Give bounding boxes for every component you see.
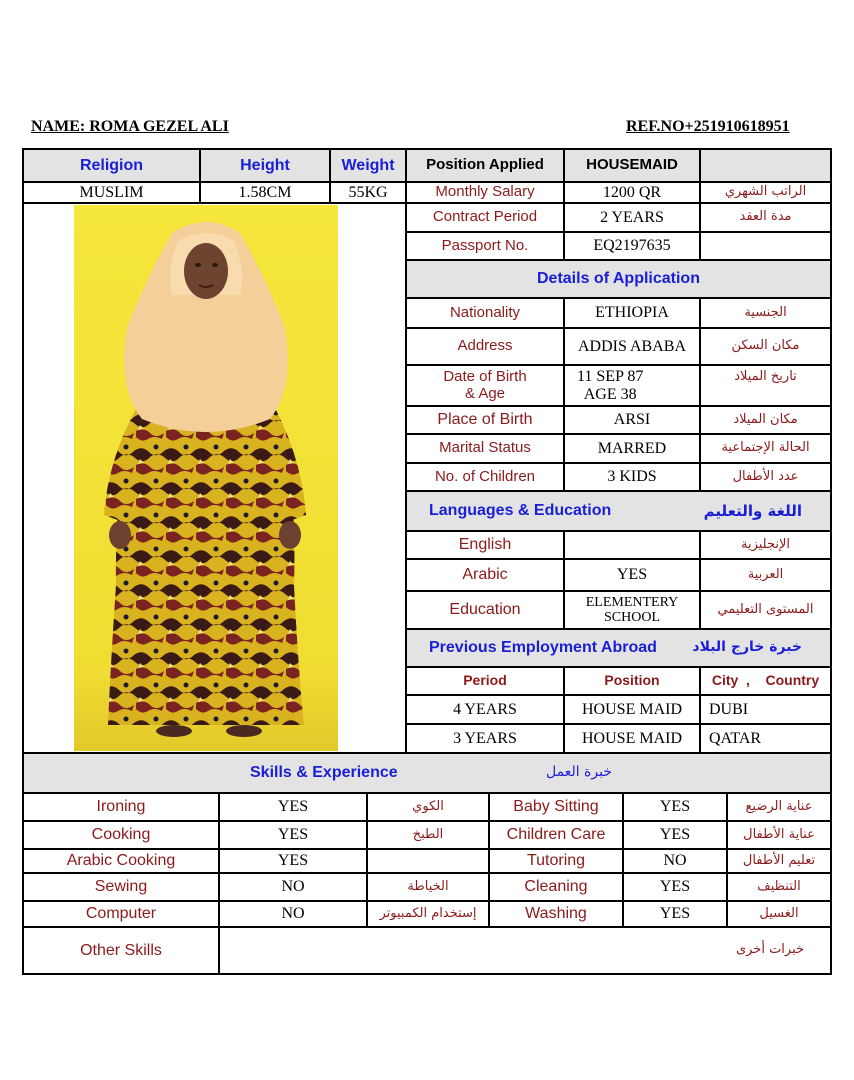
dob-label: Date of Birth & Age (407, 366, 565, 407)
other-skills-label: Other Skills (24, 928, 220, 973)
employment-position-1: HOUSE MAID (565, 696, 701, 725)
children-value: 3 KIDS (565, 464, 701, 492)
right-skill-arabic: التنظيف (728, 874, 830, 902)
nationality-label: Nationality (407, 299, 565, 329)
salary-label: Monthly Salary (407, 183, 565, 204)
contract-period-arabic: مدة العقد (701, 204, 830, 233)
left-skill-label: Cooking (24, 822, 220, 850)
right-skill-value: YES (624, 902, 728, 928)
address-value: ADDIS ABABA (565, 329, 701, 366)
arabic-value: YES (565, 560, 701, 592)
salary-value: 1200 QR (565, 183, 701, 204)
address-arabic: مكان السكن (701, 329, 830, 366)
address-label: Address (407, 329, 565, 366)
birthplace-arabic: مكان الميلاد (701, 407, 830, 435)
education-label: Education (407, 592, 565, 630)
contract-period-value: 2 YEARS (565, 204, 701, 233)
arabic-label: Arabic (407, 560, 565, 592)
weight-header: Weight (331, 150, 407, 183)
left-skill-value: NO (220, 902, 368, 928)
position-blank (701, 150, 830, 183)
candidate-photo (74, 205, 338, 751)
english-value (565, 532, 701, 560)
left-skill-value: YES (220, 822, 368, 850)
left-skill-value: YES (220, 850, 368, 874)
candidate-name: NAME: ROMA GEZEL ALI (31, 118, 229, 135)
other-skills-arabic: خبرات أخرى (735, 942, 805, 958)
nationality-value: ETHIOPIA (565, 299, 701, 329)
languages-section (407, 492, 830, 532)
nationality-arabic: الجنسية (701, 299, 830, 329)
height-value: 1.58CM (201, 183, 331, 204)
right-skill-arabic: تعليم الأطفال (728, 850, 830, 874)
birthplace-label: Place of Birth (407, 407, 565, 435)
salary-arabic: الراتب الشهري (701, 183, 830, 204)
contract-period-label: Contract Period (407, 204, 565, 233)
right-skill-arabic: عناية الأطفال (728, 822, 830, 850)
arabic-arabic: العربية (701, 560, 830, 592)
weight-value: 55KG (331, 183, 407, 204)
employment-country-1: DUBI (701, 696, 830, 725)
left-skill-arabic: الطبخ (368, 822, 490, 850)
marital-arabic: الحالة الإجتماعية (701, 435, 830, 464)
right-skill-value: YES (624, 822, 728, 850)
details-section-title: Details of Application (407, 261, 830, 299)
skills-title-arabic: خبرة العمل (546, 764, 612, 781)
english-label: English (407, 532, 565, 560)
right-skill-arabic: عناية الرضيع (728, 794, 830, 822)
right-skill-label: Tutoring (490, 850, 624, 874)
birthplace-value: ARSI (565, 407, 701, 435)
left-skill-label: Ironing (24, 794, 220, 822)
english-arabic: الإنجليزية (701, 532, 830, 560)
left-skill-arabic (368, 850, 490, 874)
left-skill-arabic: الكوي (368, 794, 490, 822)
reference-number: REF.NO+251910618951 (626, 118, 790, 135)
religion-value: MUSLIM (24, 183, 201, 204)
right-skill-value: YES (624, 794, 728, 822)
other-skills-value (220, 928, 710, 973)
dob-arabic: تاريخ الميلاد (701, 366, 830, 407)
employment-position-2: HOUSE MAID (565, 725, 701, 754)
right-skill-label: Children Care (490, 822, 624, 850)
right-skill-label: Washing (490, 902, 624, 928)
marital-value: MARRED (565, 435, 701, 464)
left-skill-arabic: الخياطة (368, 874, 490, 902)
position-applied-value: HOUSEMAID (565, 150, 701, 183)
position-applied-label: Position Applied (407, 150, 565, 183)
left-skill-value: NO (220, 874, 368, 902)
left-skill-label: Sewing (24, 874, 220, 902)
passport-label: Passport No. (407, 233, 565, 261)
period-header: Period (407, 668, 565, 696)
skills-title: Skills & Experience (250, 764, 398, 782)
right-skill-arabic: الغسيل (728, 902, 830, 928)
languages-title: Languages & Education (429, 502, 612, 520)
candidate-photo-illustration (74, 205, 338, 751)
right-skill-value: NO (624, 850, 728, 874)
right-skill-label: Baby Sitting (490, 794, 624, 822)
position-header: Position (565, 668, 701, 696)
city-country-header: City , Country (701, 668, 830, 696)
languages-title-arabic: اللغة والتعليم (703, 501, 802, 520)
education-arabic: المستوى التعليمي (701, 592, 830, 630)
children-arabic: عدد الأطفال (701, 464, 830, 492)
left-skill-arabic: إستخدام الكمبيوتر (368, 902, 490, 928)
employment-period-2: 3 YEARS (407, 725, 565, 754)
employment-title-arabic: خبرة خارج البلاد (692, 639, 802, 656)
education-value: ELEMENTERY SCHOOL (565, 592, 701, 630)
children-label: No. of Children (407, 464, 565, 492)
passport-value: EQ2197635 (565, 233, 701, 261)
passport-blank (701, 233, 830, 261)
religion-header: Religion (24, 150, 201, 183)
dob-value: 11 SEP 87 AGE 38 (565, 366, 701, 407)
left-skill-label: Computer (24, 902, 220, 928)
employment-country-2: QATAR (701, 725, 830, 754)
employment-section (407, 630, 830, 668)
left-skill-label: Arabic Cooking (24, 850, 220, 874)
employment-period-1: 4 YEARS (407, 696, 565, 725)
right-skill-value: YES (624, 874, 728, 902)
left-skill-value: YES (220, 794, 368, 822)
marital-label: Marital Status (407, 435, 565, 464)
skills-section (24, 754, 830, 794)
right-skill-label: Cleaning (490, 874, 624, 902)
employment-title: Previous Employment Abroad (429, 639, 657, 657)
height-header: Height (201, 150, 331, 183)
